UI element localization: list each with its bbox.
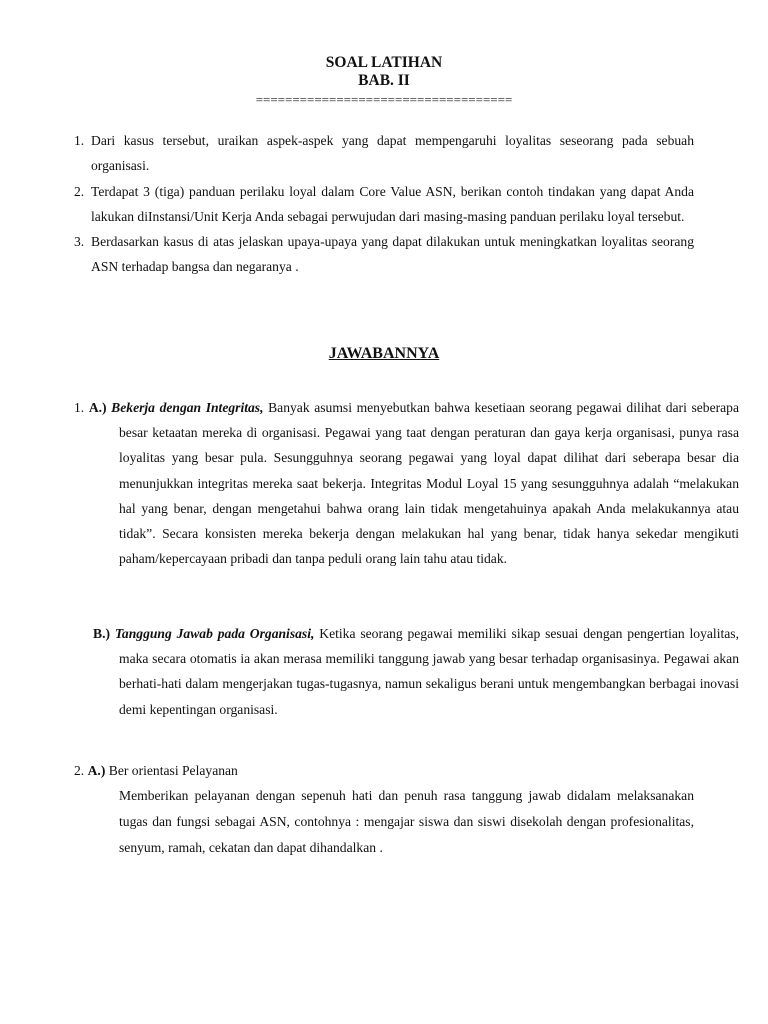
answer-part-label: A.) — [88, 400, 107, 415]
answer-text: Ketika seorang pegawai memiliki sikap sesuai dengan pengertian loyalitas, maka secara otomatis ia akan merasa memiliki tanggung jawab yang besar terhadap organisasinya. Pegawai akan berhati-hati dalam mengerjakan tugas-tugasnya, namun sekaligus berani untuk mengembangkan berbagai inovasi demi kepentingan organisasi. — [119, 626, 739, 717]
question-number: 1. — [74, 133, 85, 148]
question-text: Berdasarkan kasus di atas jelaskan upaya-upaya yang dapat dilakukan untuk meningkatkan loyalitas seorang ASN terhadap bangsa dan negaranya . — [91, 234, 694, 275]
answer-2a — [74, 758, 694, 861]
answer-1a — [74, 395, 739, 571]
question-item — [74, 229, 694, 280]
answer-1b — [74, 621, 739, 722]
question-item — [74, 128, 694, 179]
question-text: Dari kasus tersebut, uraikan aspek-aspek yang dapat mempengaruhi loyalitas seseorang pada sebuah organisasi. — [91, 133, 694, 174]
chapter-label: BAB. II — [358, 72, 410, 89]
answer-number: 1. — [74, 400, 85, 415]
answer-topic: Bekerja dengan Integritas, — [111, 400, 264, 415]
answer-text: Memberikan pelayanan dengan sepenuh hati dan penuh rasa tanggung jawab didalam melaksanakan tugas dan fungsi sebagai ASN, contohnya : mengajar siswa dan siswi disekolah dengan profesionalitas, senyum, ramah, cekatan dan dapat dihandalkan . — [119, 788, 694, 856]
separator-line: =================================== — [255, 92, 513, 107]
answer-topic: Ber orientasi Pelayanan — [105, 763, 238, 778]
question-text: Terdapat 3 (tiga) panduan perilaku loyal dalam Core Value ASN, berikan contoh tindakan yang dapat Anda lakukan diInstansi/Unit Kerja Anda sebagai perwujudan dari masing-masing panduan perilaku loyal tersebut. — [91, 183, 694, 224]
answer-text: Banyak asumsi menyebutkan bahwa kesetiaan seorang pegawai dilihat dari seberapa besar ketaatan mereka di organisasi. Pegawai yang taat dengan peraturan dan gaya kerja organisasi, punya rasa loyalitas yang besar pula. Sesungguhnya seorang pegawai yang loyal dapat dilihat dari seberapa besar dia menunjukkan integritas mereka saat bekerja. Integritas Modul Loyal 15 yang sesungguhnya adalah “melakukan hal yang benar, dengan mengetahui bahwa orang lain tidak mengetahuinya apakah Anda melakukannya atau tidak”. Secara konsisten mereka bekerja dengan melakukan hal yang benar, tidak hanya sekedar mengikuti paham/kepercayaan pribadi dan tanpa peduli orang lain tahu atau tidak. — [119, 400, 740, 567]
question-list — [74, 128, 694, 280]
answer-2a-header — [74, 758, 694, 783]
question-number: 3. — [74, 234, 85, 250]
answers-heading: JAWABANNYA — [328, 345, 440, 362]
question-item — [74, 179, 694, 230]
answer-part-label: A.) — [87, 763, 106, 778]
question-number: 2. — [74, 183, 85, 199]
answer-part-label: B.) — [93, 626, 110, 641]
document-title: SOAL LATIHAN — [325, 54, 443, 71]
answer-topic: Tanggung Jawab pada Organisasi, — [114, 626, 315, 641]
answer-number: 2. — [74, 763, 85, 778]
